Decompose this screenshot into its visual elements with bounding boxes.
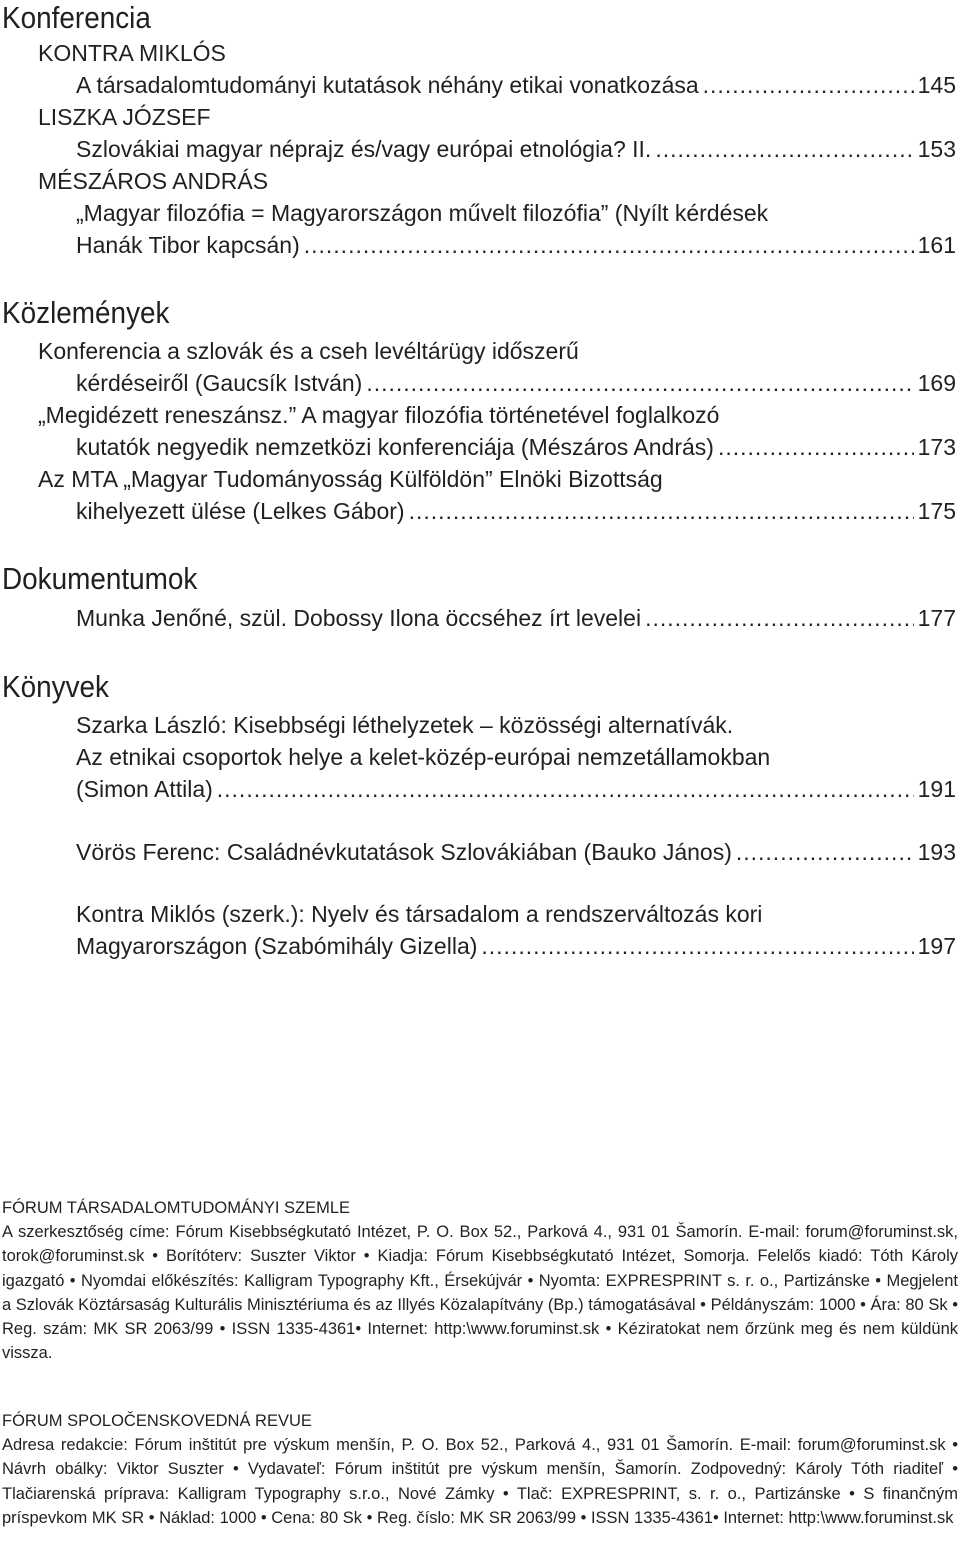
dot-leader [655, 133, 913, 165]
toc-entry-title: kérdéseiről (Gaucsík István) [76, 370, 363, 396]
dot-leader [645, 602, 914, 634]
toc-page-number: 175 [917, 498, 956, 524]
section-title-konferencia: Konferencia [2, 0, 151, 35]
toc-entry-title: A társadalomtudományi kutatások néhány etikai vonatkozása [76, 72, 699, 98]
toc-entry-title: kutatók negyedik nemzetközi konferenciája (Mészáros András) [76, 434, 714, 460]
toc-entry-title: Munka Jenőné, szül. Dobossy Ilona öccséhez írt levelei [76, 605, 642, 631]
toc-entry-neprajz[interactable] [76, 133, 956, 165]
imprint-sk-heading: FÓRUM SPOLOČENSKOVEDNÁ REVUE [2, 1412, 312, 1430]
toc-entry-title: Vörös Ferenc: Családnévkutatások Szlovákiában (Bauko János) [76, 839, 732, 865]
toc-entry-voros[interactable] [76, 836, 956, 868]
toc-entry-reneszansz-line1[interactable]: „Megidézett reneszánsz.” A magyar filozófia történetével foglalkozó [38, 402, 720, 428]
toc-entry-reneszansz[interactable] [76, 431, 956, 463]
section-title-konyvek: Könyvek [2, 669, 110, 704]
toc-entry-szarka-line2[interactable]: Az etnikai csoportok helye a kelet-közép-európai nemzetállamokban [76, 744, 771, 770]
toc-entry-szarka-line1[interactable]: Szarka László: Kisebbségi léthelyzetek – közösségi alternatívák. [76, 712, 734, 738]
toc-page-number: 169 [917, 370, 956, 396]
toc-entry-title: Szlovákiai magyar néprajz és/vagy európai etnológia? II. [76, 136, 652, 162]
dot-leader [304, 229, 914, 261]
toc-entry-levelei[interactable] [76, 602, 956, 634]
toc-entry-mta-line1[interactable]: Az MTA „Magyar Tudományosság Külföldön” Elnöki Bizottság [38, 466, 663, 492]
toc-page-number: 197 [917, 933, 956, 959]
section-title-dokumentumok: Dokumentumok [2, 561, 198, 596]
author-meszaros: MÉSZÁROS ANDRÁS [38, 168, 269, 194]
author-liszka: LISZKA JÓZSEF [38, 104, 211, 130]
toc-entry-title: Hanák Tibor kapcsán) [76, 232, 300, 258]
toc-entry-kontra-line1[interactable]: Kontra Miklós (szerk.): Nyelv és társadalom a rendszerváltozás kori [76, 901, 763, 927]
imprint-sk-body: Adresa redakcie: Fórum inštitút pre výskum menšín, P. O. Box 52., Parková 4., 931 01 Šamorín. E-mail: forum@foruminst.sk • Návrh obálky: Viktor Suszter • Vydavateľ: Fórum inštitút pre výskum menšín, Šamorín. Zodpovedný: Károly Tóth riaditeľ • Tlačiarenská príprava: Kalligram Typography s.r.o., Nové Zámky • Tlač: EXPRESPRINT, s. r. o., Partizánske • S finančným príspevkom MK SR • Náklad: 1000 • Cena: 80 Sk • Reg. číslo: MK SR 2063/99 • ISSN 1335-4361• Internet: http:\www.foruminst.sk [2, 1436, 958, 1527]
toc-entry-title: (Simon Attila) [76, 776, 213, 802]
toc-entry-leveltar[interactable] [76, 367, 956, 399]
dot-leader [409, 495, 914, 527]
dot-leader [217, 773, 914, 805]
toc-page-number: 161 [917, 232, 956, 258]
toc-page-number: 191 [917, 776, 956, 802]
toc-page-number: 145 [917, 72, 956, 98]
imprint-hu-body: A szerkesztőség címe: Fórum Kisebbségkutató Intézet, P. O. Box 52., Parková 4., 931 01 Šamorín. E-mail: forum@foruminst.sk, torok@foruminst.sk • Borítóterv: Suszter Viktor • Kiadja: Fórum Kisebbségkutató Intézet, Somorja. Felelős kiadó: Tóth Károly igazgató • Nyomdai előkészítés: Kalligram Typography Kft., Érsekújvár • Nyomta: EXPRESPRINT s. r. o., Partizánske • Megjelent a Szlovák Köztársaság Kulturális Minisztériuma és az Illyés Közalapítvány (Bp.) támogatásával • Példányszám: 1000 • Ára: 80 Sk • Reg. szám: MK SR 2063/99 • ISSN 1335-4361• Internet: http:\www.foruminst.sk • Kéziratokat nem őrzünk meg és nem küldünk vissza. [2, 1223, 958, 1363]
dot-leader [703, 69, 914, 101]
imprint-hu-heading: FÓRUM TÁRSADALOMTUDOMÁNYI SZEMLE [2, 1199, 351, 1217]
toc-entry-filozofia[interactable] [76, 229, 956, 261]
toc-entry-title: kihelyezett ülése (Lelkes Gábor) [76, 498, 405, 524]
toc-entry-leveltar-line1[interactable]: Konferencia a szlovák és a cseh levéltárügy időszerű [38, 338, 579, 364]
dot-leader [366, 367, 913, 399]
author-kontra: KONTRA MIKLÓS [38, 40, 226, 66]
dot-leader [718, 431, 914, 463]
toc-entry-szarka[interactable] [76, 773, 956, 805]
toc-entry-etikai[interactable] [76, 69, 956, 101]
toc-entry-kontra[interactable] [76, 930, 956, 962]
toc-entry-title: Magyarországon (Szabómihály Gizella) [76, 933, 478, 959]
toc-page-number: 193 [917, 839, 956, 865]
toc-page-number: 177 [917, 605, 956, 631]
toc-entry-filozofia-line1[interactable]: „Magyar filozófia = Magyarországon művelt filozófia” (Nyílt kérdések [76, 200, 769, 226]
toc-page-number: 153 [917, 136, 956, 162]
section-title-kozlemenyek: Közlemények [2, 295, 170, 330]
dot-leader [481, 930, 913, 962]
dot-leader [736, 836, 914, 868]
toc-entry-mta[interactable] [76, 495, 956, 527]
toc-page-number: 173 [917, 434, 956, 460]
